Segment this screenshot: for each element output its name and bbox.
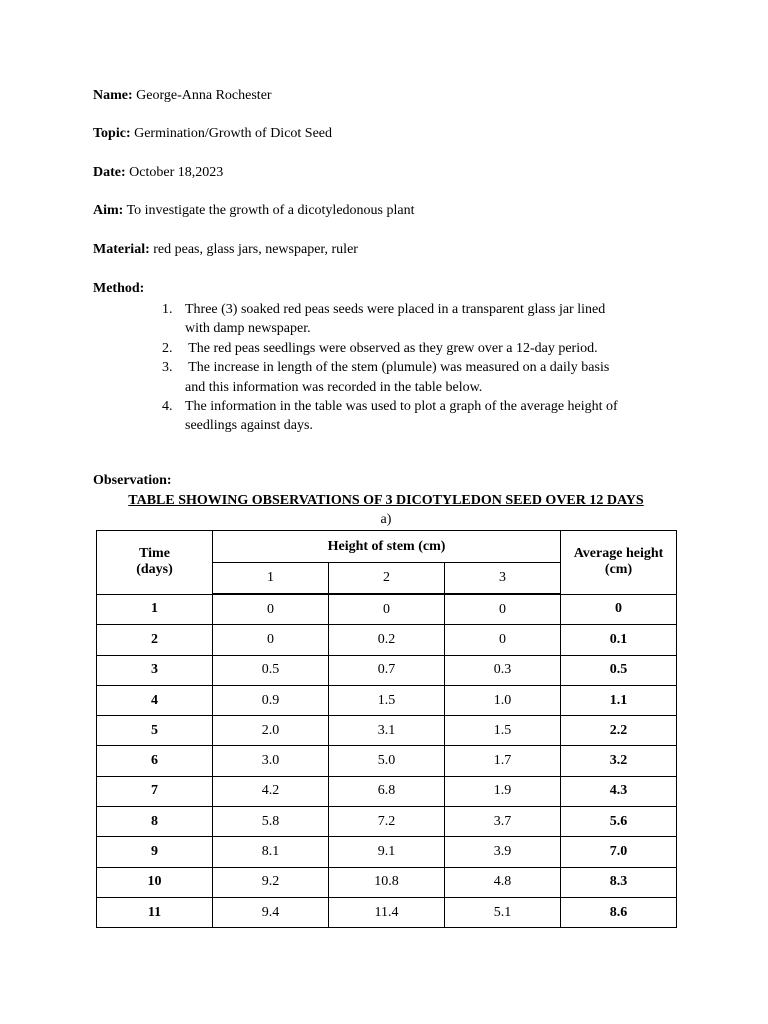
cell-day: 1: [97, 594, 213, 625]
header-seed-2: 2: [329, 563, 445, 595]
step-text-line1: The information in the table was used to plot a graph of the average height of: [185, 399, 618, 415]
cell-seed-1: 0: [213, 625, 329, 655]
cell-average: 5.6: [561, 807, 677, 837]
table-title: TABLE SHOWING OBSERVATIONS OF 3 DICOTYLEDON SEED OVER 12 DAYS: [128, 493, 644, 508]
cell-seed-2: 1.5: [329, 685, 445, 715]
method-step: [162, 300, 682, 339]
cell-seed-1: 5.8: [213, 807, 329, 837]
table-row: [97, 776, 677, 806]
observation-heading: [93, 473, 172, 489]
cell-average: 0: [561, 594, 677, 625]
header-average-line2: (cm): [604, 562, 633, 578]
header-seed-3: 3: [445, 563, 561, 595]
name-value: George-Anna Rochester: [136, 88, 272, 103]
table-row: [97, 685, 677, 715]
step-text-line1: Three (3) soaked red peas seeds were placed in a transparent glass jar lined: [185, 302, 606, 317]
cell-average: 8.3: [561, 867, 677, 897]
date-label: Date:: [93, 165, 126, 180]
method-step: [162, 358, 682, 397]
cell-seed-1: 9.4: [213, 897, 329, 927]
cell-day: 9: [97, 837, 213, 867]
cell-average: 1.1: [561, 685, 677, 715]
cell-seed-2: 0: [329, 594, 445, 625]
aim-label: Aim:: [93, 203, 124, 218]
cell-seed-3: 3.9: [445, 837, 561, 867]
cell-day: 8: [97, 807, 213, 837]
table-row: [97, 867, 677, 897]
cell-seed-2: 0.2: [329, 625, 445, 655]
material-value: red peas, glass jars, newspaper, ruler: [153, 242, 358, 257]
cell-seed-3: 1.5: [445, 716, 561, 746]
observation-label: Observation:: [93, 473, 172, 488]
cell-seed-1: 3.0: [213, 746, 329, 776]
cell-seed-3: 0.3: [445, 655, 561, 685]
step-number: 3.: [162, 360, 173, 376]
cell-seed-2: 7.2: [329, 807, 445, 837]
table-row: [97, 655, 677, 685]
aim-field: [93, 203, 414, 219]
table-subtitle: a): [380, 512, 392, 527]
header-height: Height of stem (cm): [213, 531, 561, 563]
method-label: Method:: [93, 281, 145, 296]
step-text-line1: The red peas seedlings were observed as they grew over a 12-day period.: [185, 340, 598, 356]
name-field: [93, 88, 272, 104]
step-text-line2: seedlings against days.: [185, 418, 313, 434]
header-time: [97, 531, 213, 595]
cell-average: 3.2: [561, 746, 677, 776]
cell-day: 4: [97, 685, 213, 715]
cell-day: 5: [97, 716, 213, 746]
cell-average: 8.6: [561, 897, 677, 927]
cell-average: 7.0: [561, 837, 677, 867]
cell-seed-2: 10.8: [329, 867, 445, 897]
header-time-line2: (days): [136, 562, 173, 578]
cell-seed-2: 3.1: [329, 716, 445, 746]
cell-average: 2.2: [561, 716, 677, 746]
date-field: [93, 165, 223, 181]
method-step: [162, 397, 682, 436]
cell-average: 0.1: [561, 625, 677, 655]
cell-seed-1: 0: [213, 594, 329, 625]
header-seed-1: 1: [213, 563, 329, 595]
cell-seed-1: 0.5: [213, 655, 329, 685]
cell-average: 4.3: [561, 776, 677, 806]
table-row: [97, 716, 677, 746]
cell-day: 7: [97, 776, 213, 806]
topic-field: [93, 126, 332, 142]
cell-seed-2: 0.7: [329, 655, 445, 685]
table-row: [97, 837, 677, 867]
cell-average: 0.5: [561, 655, 677, 685]
method-step: [162, 339, 682, 358]
cell-seed-2: 5.0: [329, 746, 445, 776]
cell-day: 6: [97, 746, 213, 776]
step-text-line1: The increase in length of the stem (plumule) was measured on a daily basis: [185, 360, 610, 376]
step-number: 2.: [162, 340, 173, 356]
table-row: [97, 746, 677, 776]
table-row: [97, 625, 677, 655]
header-time-line1: Time: [139, 546, 170, 562]
table-row: [97, 897, 677, 927]
material-label: Material:: [93, 242, 150, 257]
cell-seed-3: 0: [445, 625, 561, 655]
topic-value: Germination/Growth of Dicot Seed: [134, 126, 333, 141]
cell-day: 3: [97, 655, 213, 685]
cell-seed-1: 4.2: [213, 776, 329, 806]
cell-day: 11: [97, 897, 213, 927]
table-body: [97, 594, 677, 928]
header-average: [561, 531, 677, 595]
cell-seed-1: 2.0: [213, 716, 329, 746]
aim-value: To investigate the growth of a dicotyledonous plant: [126, 203, 415, 218]
cell-seed-3: 3.7: [445, 807, 561, 837]
step-text-line2: with damp newspaper.: [185, 321, 311, 337]
cell-seed-3: 1.7: [445, 746, 561, 776]
cell-seed-1: 9.2: [213, 867, 329, 897]
cell-seed-2: 9.1: [329, 837, 445, 867]
cell-day: 10: [97, 867, 213, 897]
cell-seed-1: 8.1: [213, 837, 329, 867]
header-average-line1: Average height: [573, 546, 664, 562]
topic-label: Topic:: [93, 126, 131, 141]
cell-seed-3: 4.8: [445, 867, 561, 897]
method-heading: [93, 281, 144, 297]
table-row: [97, 807, 677, 837]
cell-seed-3: 1.9: [445, 776, 561, 806]
step-text-line2: and this information was recorded in the table below.: [185, 379, 483, 395]
observation-table: [96, 530, 677, 928]
cell-day: 2: [97, 625, 213, 655]
method-list: [162, 300, 682, 436]
cell-seed-3: 5.1: [445, 897, 561, 927]
name-label: Name:: [93, 88, 133, 103]
cell-seed-2: 11.4: [329, 897, 445, 927]
cell-seed-3: 1.0: [445, 685, 561, 715]
material-field: [93, 242, 358, 258]
cell-seed-1: 0.9: [213, 685, 329, 715]
cell-seed-3: 0: [445, 594, 561, 625]
step-number: 1.: [162, 302, 173, 317]
date-value: October 18,2023: [129, 165, 224, 180]
table-row: [97, 594, 677, 625]
cell-seed-2: 6.8: [329, 776, 445, 806]
step-number: 4.: [162, 399, 173, 415]
